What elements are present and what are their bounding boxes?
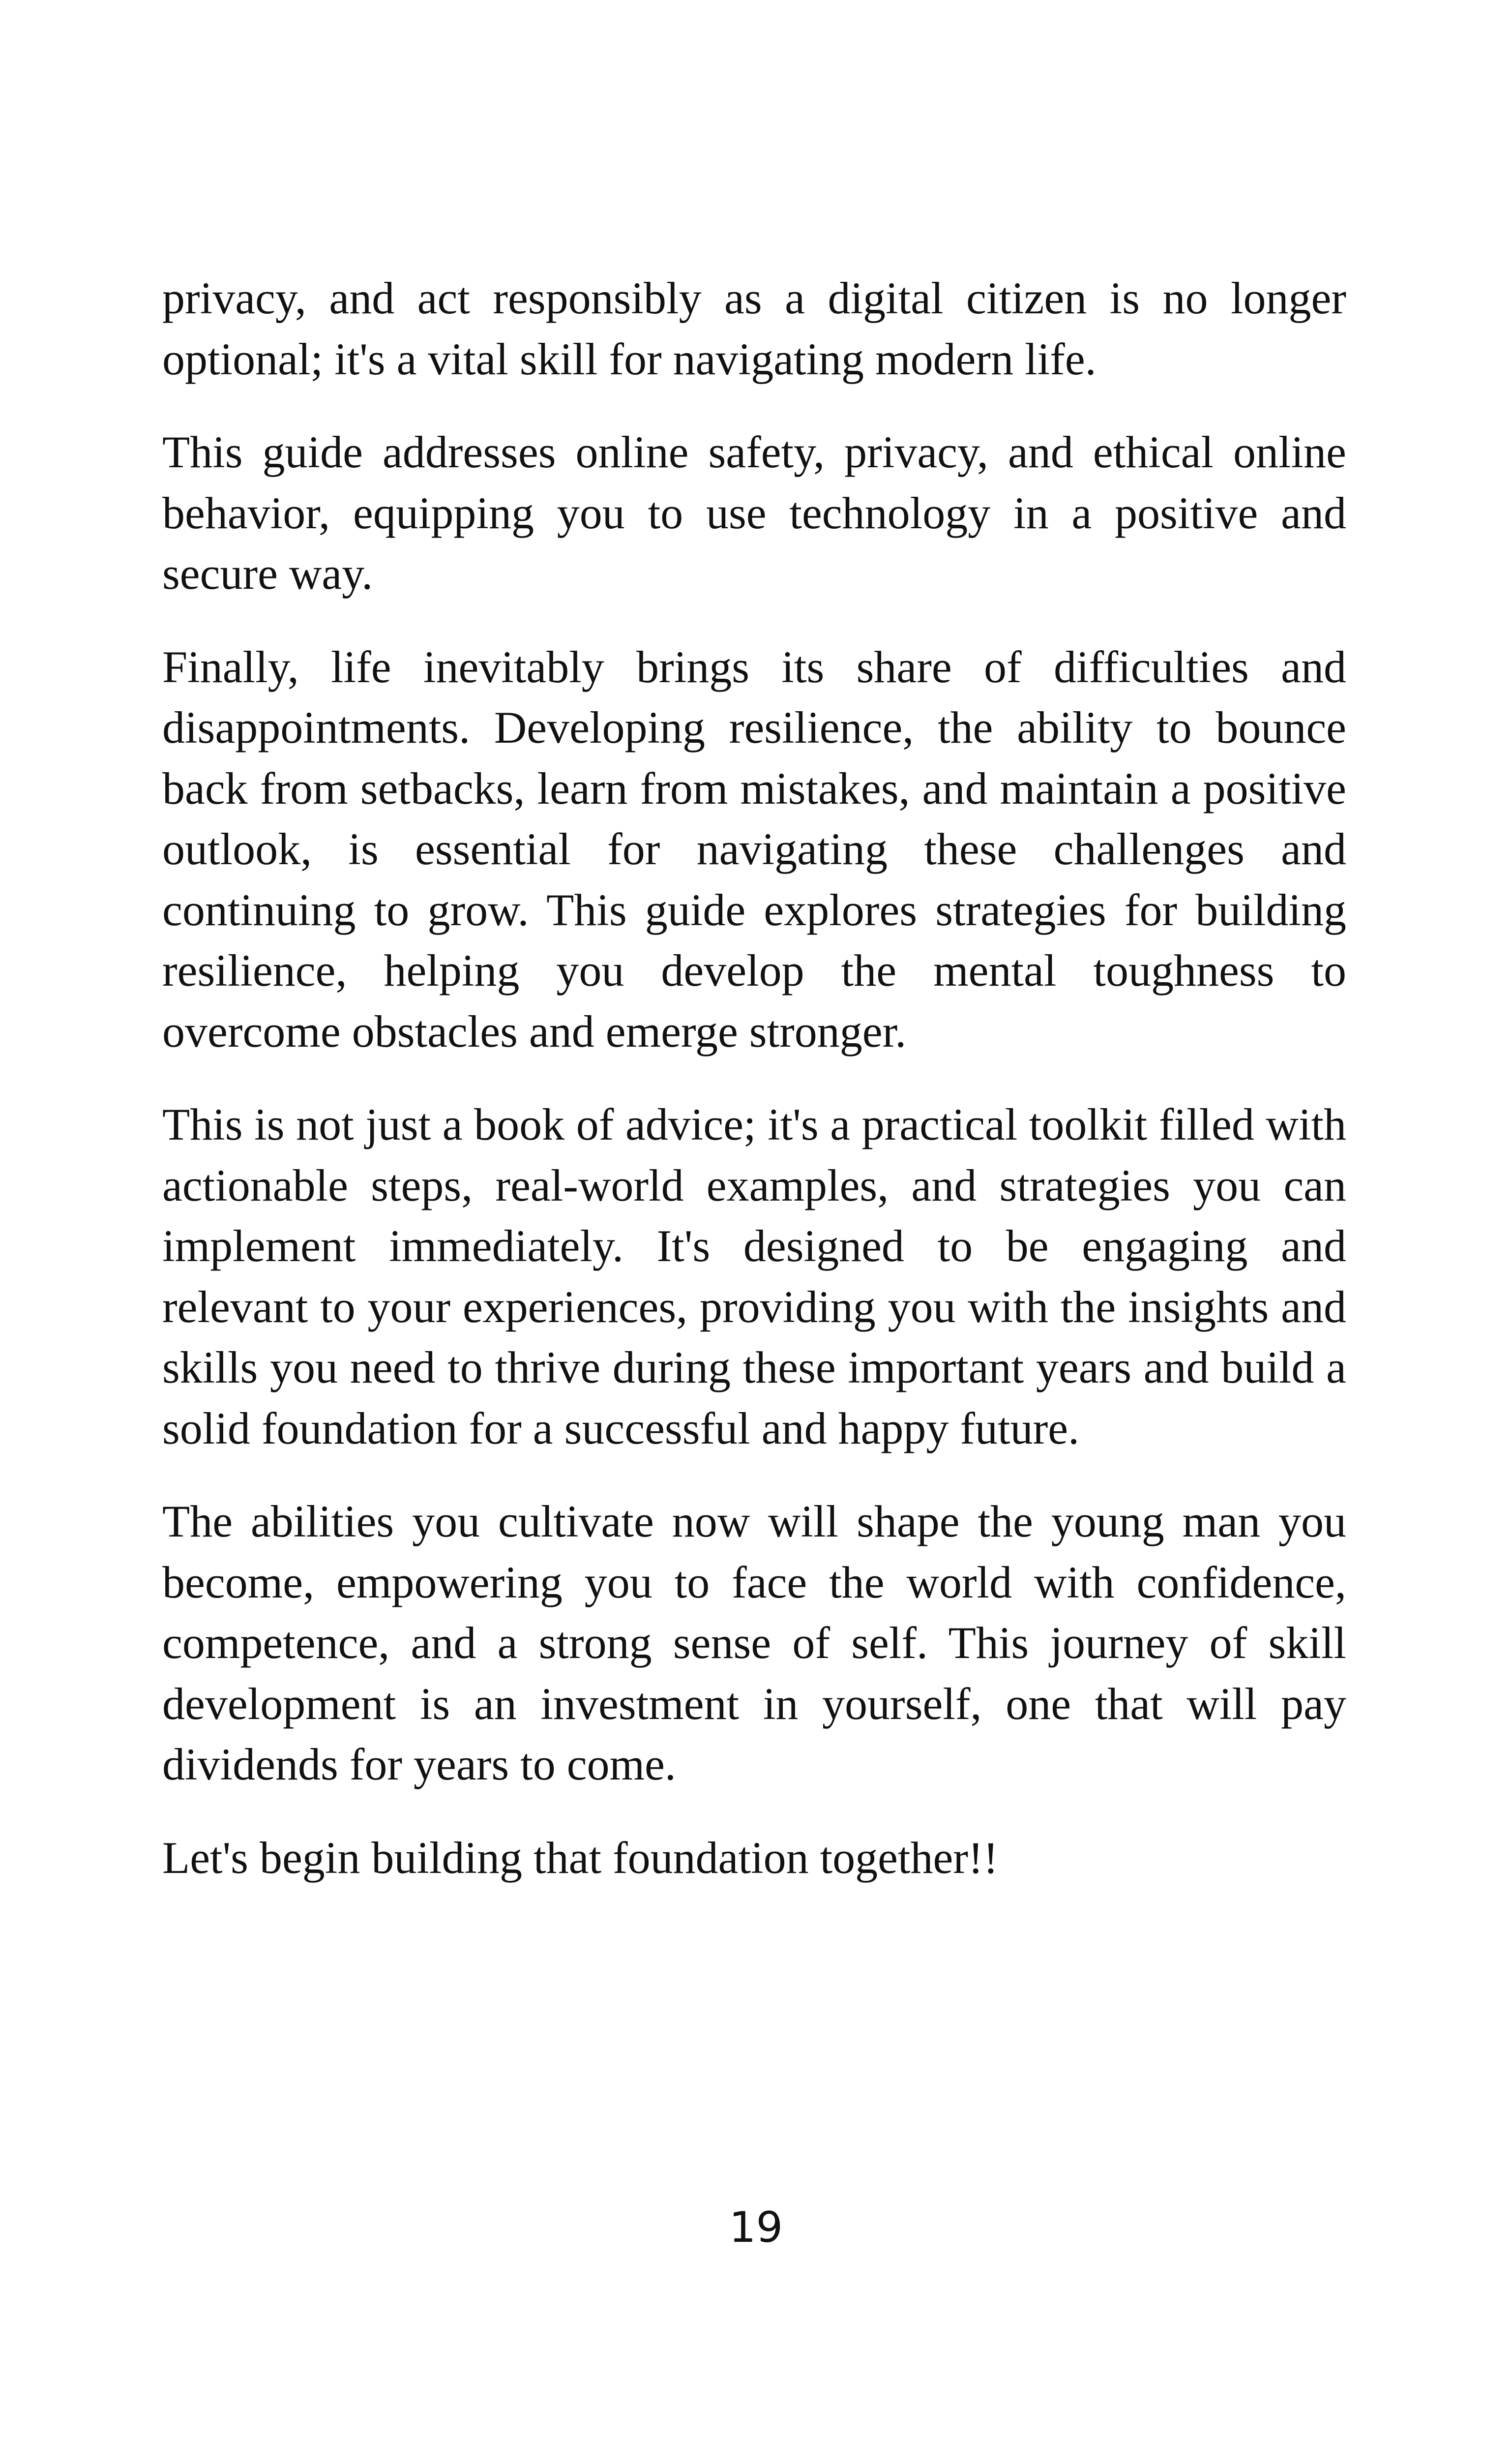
paragraph-closing: Let's begin building that foundation together!! <box>162 1832 999 1883</box>
paragraph-digital-citizen: privacy, and act responsibly as a digital citizen is no longer optional; it's a vital skill for navigating modern life. <box>162 273 1346 384</box>
body-text <box>162 268 1346 1888</box>
paragraph-online-safety: This guide addresses online safety, privacy, and ethical online behavior, equipping you to use technology in a positive and secure way. <box>162 427 1346 599</box>
page-number: 19 <box>729 2203 783 2252</box>
paragraph-resilience: Finally, life inevitably brings its share of difficulties and disappointments. Developing resilience, the ability to bounce back from setbacks, learn from mistakes, and maintain a positive outlook, is essential for navigating these challenges and continuing to grow. This guide explores strategies for building resilience, helping you develop the mental toughness to overcome obstacles and emerge stronger. <box>162 641 1346 1056</box>
paragraph-abilities: The abilities you cultivate now will shape the young man you become, empowering you to face the world with confidence, competence, and a strong sense of self. This journey of skill development is an investment in yourself, one that will pay dividends for years to come. <box>162 1496 1346 1789</box>
paragraph-practical-toolkit: This is not just a book of advice; it's a practical toolkit filled with actionable steps, real-world examples, and strategies you can implement immediately. It's designed to be engaging and relevant to your experiences, providing you with the insights and skills you need to thrive during these important years and build a solid foundation for a successful and happy future. <box>162 1099 1346 1453</box>
